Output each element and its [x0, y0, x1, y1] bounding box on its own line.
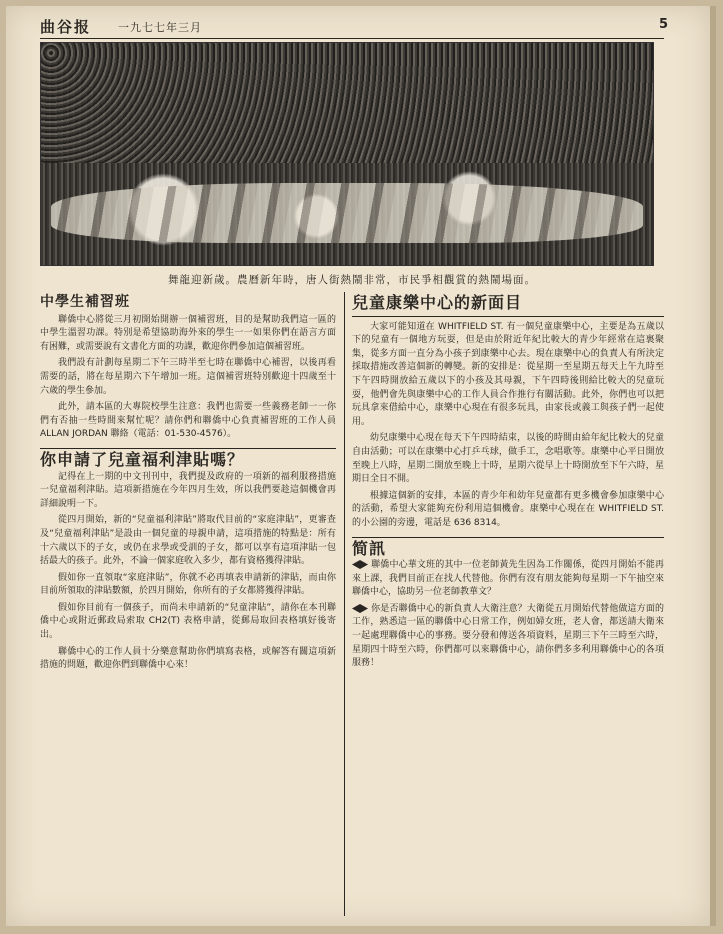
article-paragraph: 記得在上一期的中文刊刊中，我們提及政府的一項新的福利服務措施一兒童福利津貼。這項新措施在今年四月生效，所以我們要趁這個機會再詳細說明一下。 [40, 471, 336, 509]
article-paragraph: 幼兒康樂中心現在每天下午四時結束，以後的時間由給年紀比較大的兒童自由活動；可以在康樂中心打乒乓球，做手工，念唱歌等。康樂中心平日開放至晚上八時，星期二開放至晚上十時，星期六從早上十時開放至下午六時，星期日全日不開。 [352, 433, 664, 485]
section-divider [352, 537, 664, 538]
article-title-tutoring: 中學生補習班 [40, 294, 130, 310]
arrow-bullet-icon [352, 560, 368, 569]
article-paragraph: 根據這個新的安排，本區的青少年和幼年兒童都有更多機會參加康樂中心的活動，希望大家能夠充份利用這個機會。康樂中心現在在 WHITFIELD ST. 的小公園的旁邊，電話是 636 8314。 [352, 490, 664, 528]
crowd-image [41, 43, 653, 163]
news-brief-item [352, 559, 664, 600]
article-paragraph: 此外，請本區的大專院校學生注意：我們也需要一些義務老師一一你們有否抽一些時間來幫忙呢？請你們和聯僑中心負責補習班的工作人員 ALLAN JORDAN 聯絡（電話：01-530-4576）。 [40, 402, 336, 440]
article-paragraph: 假如你一直領取“家庭津貼”，你就不必再填表申請新的津貼，而由你目前所領取的津貼數額，於四月開始，你所有的子女都將獲得津貼。 [40, 572, 336, 597]
article-paragraph: 聯僑中心的工作人員十分樂意幫助你們填寫表格，或解答有關這項新措施的問題，歡迎你們到聯僑中心來！ [40, 646, 336, 671]
article-title-child-benefit: 你申請了兒童福利津貼嗎？ [40, 449, 245, 469]
article-title-recreation-centre: 兒童康樂中心的新面目 [352, 293, 523, 312]
news-brief-text: 聯僑中心華文班的其中一位老師黃先生因為工作關係，從四月開始不能再來上課，我們目前正在找人代替他。你們有沒有朋友能夠每星期一下午抽空來聯僑中心，協助另一位老師教華文？ [352, 560, 664, 598]
arrow-bullet-icon [352, 604, 368, 613]
newspaper-name: 曲谷报 [40, 18, 92, 36]
section-divider [40, 448, 336, 449]
dragon-image [51, 183, 643, 243]
news-brief-text: 你是否聯僑中心的新負責人大衛注意？大衛從五月開始代替他做這方面的工作，熟悉這一區的聯僑中心日常工作，例如婦女班，老人會，都送請大衛來一起處理聯僑中心的事務。要分發和傳送各項資料，星期三下午三時至六時，星期四十時至六時，你們都可以來聯僑中心，請你們多多利用聯僑中心的各項服務！ [352, 603, 664, 669]
article-title-news-briefs: 简訊 [352, 538, 387, 558]
section-divider [352, 316, 664, 317]
dragon-dance-photo [40, 42, 654, 266]
news-brief-item [352, 603, 664, 671]
right-column [352, 292, 664, 916]
article-paragraph: 從四月開始，新的“兒童福利津貼”將取代目前的“家庭津貼”，更審查及“兒童福利津貼”是設由一個兒童的母親申請，這項措施的特點是：所有十六歲以下的子女，或仍在求學或受訓的子女，都可以享有這項津貼一包括最大的孩子。此外，不論一個家庭收入多少，都有資格獲得津貼。 [40, 515, 336, 567]
issue-date: 一九七七年三月 [118, 21, 202, 34]
article-paragraph: 聯僑中心將從三月初開始開辦一個補習班，目的是幫助我們這一區的中學生溫習功課。特別是希望協助海外來的學生一一如果你們在語言方面有困難，或需要說有文書化方面的功課，歡迎你們參加這個補習班。 [40, 314, 336, 352]
newspaper-page [6, 6, 716, 926]
left-column [40, 292, 345, 916]
page-number: 5 [658, 17, 668, 32]
article-paragraph: 假如你目前有一個孩子，而尚未申請新的“兒童津貼”，請你在本刊聯僑中心或附近郵政局索取 CH2(T) 表格申請，從郵局取回表格填好後寄出。 [40, 602, 336, 641]
article-paragraph: 大家可能知道在 WHITFIELD ST. 有一個兒童康樂中心，主要是為五歲以下的兒童有一個地方玩耍，但是由於附近年紀比較大的青少年經常在這裏聚集，從多方面一直分為小孩子到康樂中心去。現在康樂中心的負責人有所決定採取措施改善這個新的轉變。新的安排是：從星期一至星期五每天上午九時至下午四時開放給五歲以下的小孩及其母親，下午四時後則給比較大的兒童玩耍，他們會先與康樂中心的工作人員合作推行有關活動。此外，你們也可以把玩具拿來借給中心，康樂中心現在有很多玩具，由家長或義工與孩子們一起使用。 [352, 321, 664, 427]
article-paragraph: 我們設有計劃每星期二下午三時半至七時在聯僑中心補習，以後再看需要的話，將在每星期六下午增加一班。這個補習班特別歡迎十四歲至十六歲的學生參加。 [40, 358, 336, 396]
masthead [40, 16, 668, 39]
photo-caption: 舞龍迎新歲。農曆新年時，唐人街熱鬧非常，市民爭相觀賞的熱鬧場面。 [168, 274, 536, 286]
